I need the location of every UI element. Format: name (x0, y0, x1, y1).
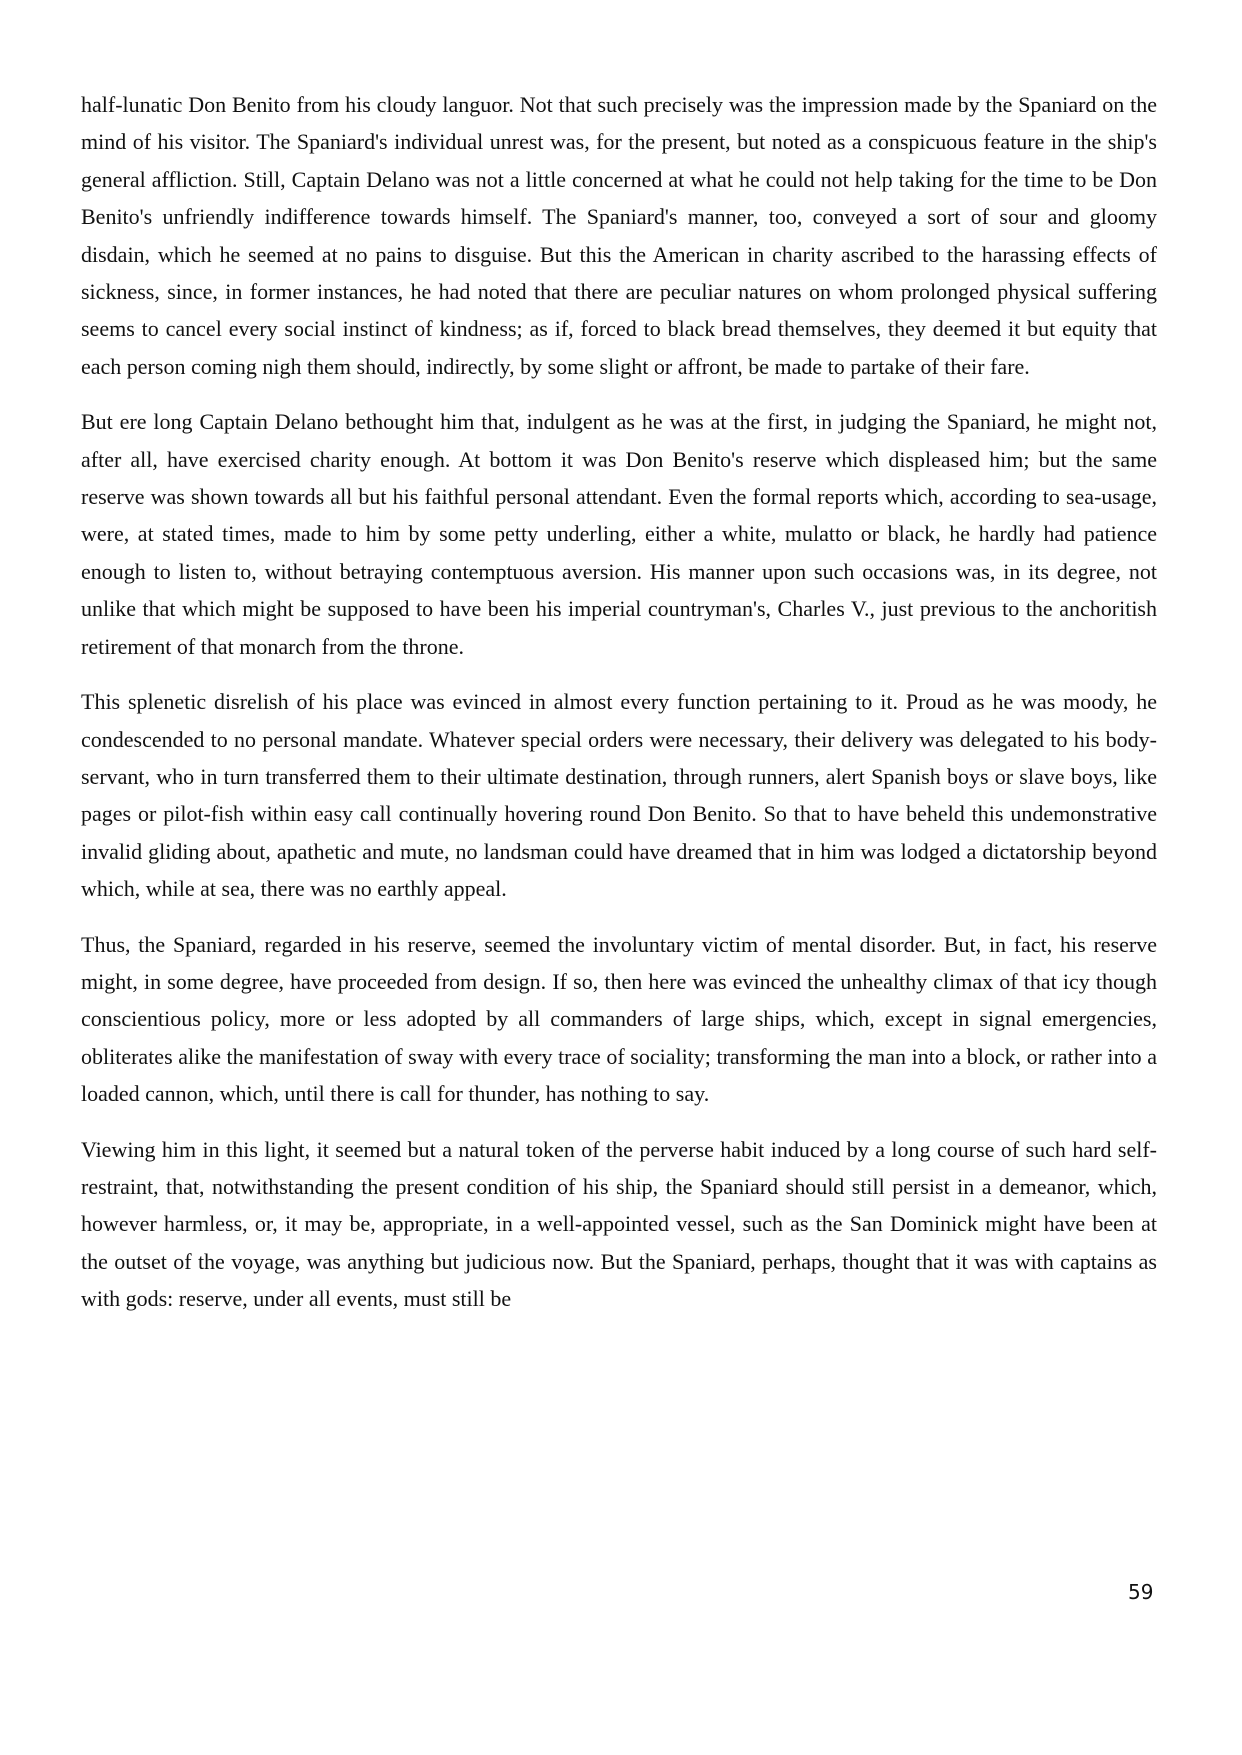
paragraph-2: But ere long Captain Delano bethought him that, indulgent as he was at the first, in judging the Spaniard, he might not, after all, have exercised charity enough. At bottom it was Don Benito's reserve which displeased him; but the same reserve was shown towards all but his faithful personal attendant. Even the formal reports which, according to sea-usage, were, at stated times, made to him by some petty underling, either a white, mulatto or black, he hardly had patience enough to listen to, without betraying contemptuous aversion. His manner upon such occasions was, in its degree, not unlike that which might be supposed to have been his imperial countryman's, Charles V., just previous to the anchoritish retirement of that monarch from the throne. (81, 409, 1157, 659)
page-number: 59 (1128, 1580, 1154, 1604)
paragraph-4: Thus, the Spaniard, regarded in his reserve, seemed the involuntary victim of mental disorder. But, in fact, his reserve might, in some degree, have proceeded from design. If so, then here was evinced the unhealthy climax of that icy though conscientious policy, more or less adopted by all commanders of large ships, which, except in signal emergencies, obliterates alike the manifestation of sway with every trace of sociality; transforming the man into a block, or rather into a loaded cannon, which, until there is call for thunder, has nothing to say. (81, 931, 1157, 1107)
paragraph-5: Viewing him in this light, it seemed but a natural token of the perverse habit induced by a long course of such hard self-restraint, that, notwithstanding the present condition of his ship, the Spaniard should still persist in a demeanor, which, however harmless, or, it may be, appropriate, in a well-appointed vessel, such as the San Dominick might have been at the outset of the voyage, was anything but judicious now. But the Spaniard, perhaps, thought that it was with captains as with gods: reserve, under all events, must still be (81, 1136, 1157, 1312)
page-body (81, 86, 1157, 1336)
paragraph-1: half-lunatic Don Benito from his cloudy languor. Not that such precisely was the impression made by the Spaniard on the mind of his visitor. The Spaniard's individual unrest was, for the present, but noted as a conspicuous feature in the ship's general affliction. Still, Captain Delano was not a little concerned at what he could not help taking for the time to be Don Benito's unfriendly indifference towards himself. The Spaniard's manner, too, conveyed a sort of sour and gloomy disdain, which he seemed at no pains to disguise. But this the American in charity ascribed to the harassing effects of sickness, since, in former instances, he had noted that there are peculiar natures on whom prolonged physical suffering seems to cancel every social instinct of kindness; as if, forced to black bread themselves, they deemed it but equity that each person coming nigh them should, indirectly, by some slight or affront, be made to partake of their fare. (81, 92, 1157, 379)
paragraph-3: This splenetic disrelish of his place was evinced in almost every function pertaining to it. Proud as he was moody, he condescended to no personal mandate. Whatever special orders were necessary, their delivery was delegated to his body-servant, who in turn transferred them to their ultimate destination, through runners, alert Spanish boys or slave boys, like pages or pilot-fish within easy call continually hovering round Don Benito. So that to have beheld this undemonstrative invalid gliding about, apathetic and mute, no landsman could have dreamed that in him was lodged a dictatorship beyond which, while at sea, there was no earthly appeal. (81, 689, 1157, 902)
